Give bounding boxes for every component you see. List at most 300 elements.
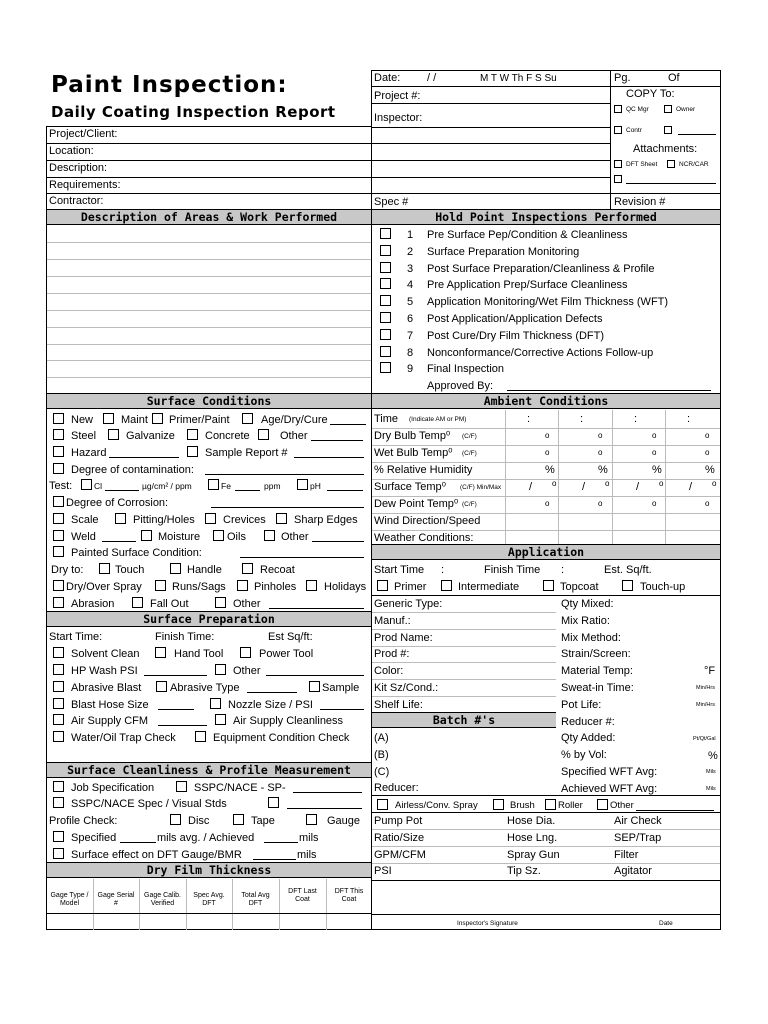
equipment-label: Tip Sz. — [507, 865, 541, 878]
hp-wash-label: HP Wash PSI — [71, 665, 138, 677]
date-label: Date: — [374, 72, 401, 84]
project-number-label: Project #: — [374, 90, 421, 102]
spec-label: Spec # — [374, 196, 409, 208]
app-field-label: Mix Ratio: — [561, 614, 610, 627]
dft-column-header: Gage Type / Model — [50, 892, 89, 907]
brush-checkbox[interactable] — [493, 799, 504, 810]
app-field-label: Reducer #: — [561, 715, 615, 728]
batch-a-label: (A) — [374, 732, 389, 744]
gauge-checkbox[interactable] — [306, 814, 317, 825]
weld-label: Weld — [71, 531, 96, 543]
equipment-label: Filter — [614, 848, 639, 861]
sweat-unit: Min/Hrs — [696, 685, 715, 691]
pinholes-label: Pinholes — [254, 581, 297, 593]
dft-header: Dry Film Thickness — [47, 862, 371, 878]
equipment-label: Agitator — [614, 865, 652, 878]
primer-paint-checkbox[interactable] — [152, 413, 163, 424]
abrasive-blast-checkbox[interactable] — [53, 681, 64, 692]
ambient-cell-mark: / — [636, 481, 640, 493]
holidays-label: Holidays — [324, 581, 367, 593]
air-cfm-label: Air Supply CFM — [71, 715, 149, 727]
touchup-checkbox[interactable] — [622, 580, 633, 591]
ambient-cell-mark: o — [545, 431, 550, 440]
ambient-wet-bulb-label: Wet Bulb Temp⁰ — [374, 447, 453, 459]
fall-out-checkbox[interactable] — [132, 597, 143, 608]
achieved-wft-unit: Mils — [706, 786, 716, 792]
crevices-label: Crevices — [223, 514, 266, 526]
fall-out-label: Fall Out — [150, 598, 189, 610]
ambient-wind-label: Wind Direction/Speed — [374, 515, 481, 527]
chloride-checkbox[interactable] — [81, 479, 92, 490]
steel-checkbox[interactable] — [53, 429, 64, 440]
ambient-cell-mark: o — [598, 431, 603, 440]
mils-avg-label: mils avg. / Achieved — [157, 832, 255, 844]
airless-checkbox[interactable] — [377, 799, 388, 810]
batch-header: Batch #'s — [372, 712, 556, 728]
copy-other-checkbox[interactable] — [664, 126, 672, 134]
disc-label: Disc — [188, 815, 210, 827]
hold-point-7-checkbox[interactable] — [380, 329, 391, 340]
ph-label: pH — [310, 481, 321, 491]
disc-checkbox[interactable] — [170, 814, 181, 825]
of-label: Of — [668, 72, 680, 84]
sspc-visual-label: SSPC/NACE Spec / Visual Stds — [71, 798, 227, 810]
maint-label: Maint — [121, 414, 148, 426]
hold-point-5-checkbox[interactable] — [380, 295, 391, 306]
intermediate-checkbox[interactable] — [441, 580, 452, 591]
other-surface-checkbox[interactable] — [258, 429, 269, 440]
other-application-defect-label: Other — [233, 598, 261, 610]
mils-label-1: mils — [299, 832, 319, 844]
other-surface-label: Other — [280, 430, 308, 442]
app-field-label: Kit Sz/Cond.: — [374, 682, 439, 694]
new-checkbox[interactable] — [53, 413, 64, 424]
app-field-label: Strain/Screen: — [561, 648, 631, 661]
hold-point-label: Nonconformance/Corrective Actions Follow-up — [427, 346, 654, 359]
dft-column-header: Gage Calib. Verified — [144, 892, 181, 907]
app-field-label: Prod Name: — [374, 631, 433, 644]
handle-label: Handle — [187, 564, 222, 576]
hand-tool-checkbox[interactable] — [155, 647, 166, 658]
equipment-check-checkbox[interactable] — [195, 731, 206, 742]
ambient-note: (C/F) — [462, 433, 477, 440]
spray-other-checkbox[interactable] — [597, 799, 608, 810]
attachments-label: Attachments: — [633, 143, 698, 155]
weld-checkbox[interactable] — [53, 530, 64, 541]
qc-mgr-label: QC Mgr — [626, 106, 649, 113]
hold-point-6-checkbox[interactable] — [380, 312, 391, 323]
dft-column-header: DFT This Coat — [334, 888, 364, 903]
air-cleanliness-checkbox[interactable] — [215, 714, 226, 725]
app-field-label: Qty Added: — [561, 732, 616, 745]
contractor-label: Contractor: — [49, 195, 104, 207]
touch-label: Touch — [115, 564, 145, 576]
other-application-defect-checkbox[interactable] — [215, 597, 226, 608]
oils-label: Oils — [227, 531, 246, 543]
app-field-label: Material Temp: — [561, 665, 633, 678]
blast-hose-label: Blast Hose Size — [71, 699, 149, 711]
hold-point-number: 9 — [407, 363, 414, 376]
nozzle-size-checkbox[interactable] — [210, 698, 221, 709]
sspc-label: SSPC/NACE - SP- — [194, 782, 286, 794]
concrete-label: Concrete — [205, 430, 250, 442]
app-field-label: Qty Mixed: — [561, 598, 614, 610]
ambient-time-label: Time — [374, 413, 399, 425]
hold-point-4-checkbox[interactable] — [380, 278, 391, 289]
batch-c-label: (C) — [374, 766, 390, 778]
prep-other-label: Other — [233, 665, 261, 677]
power-tool-checkbox[interactable] — [240, 647, 251, 658]
dft-column-header: Gage Serial # — [97, 892, 135, 907]
prep-finish-time-label: Finish Time: — [155, 631, 215, 643]
hold-point-number: 8 — [407, 346, 414, 359]
sharp-edges-checkbox[interactable] — [276, 513, 287, 524]
recoat-checkbox[interactable] — [242, 563, 253, 574]
touchup-label: Touch-up — [640, 581, 686, 593]
sample-label: Sample — [322, 682, 360, 694]
water-oil-label: Water/Oil Trap Check — [71, 732, 176, 744]
ambient-cell-mark: o — [652, 448, 657, 457]
dft-sheet-label: DFT Sheet — [626, 161, 658, 168]
age-dry-cure-label: Age/Dry/Cure — [261, 414, 328, 426]
job-spec-checkbox[interactable] — [53, 781, 64, 792]
solvent-clean-label: Solvent Clean — [71, 648, 140, 660]
dry-overspray-checkbox[interactable] — [53, 580, 64, 591]
test-label: Test: — [49, 480, 73, 492]
ambient-surface-temp-label: Surface Temp⁰ — [374, 481, 447, 493]
ambient-cell-mark: % — [545, 464, 555, 476]
requirements-label: Requirements: — [49, 179, 121, 191]
ambient-note: (C/F) — [462, 450, 477, 457]
ppm-unit: ppm — [264, 481, 281, 491]
hold-point-label: Pre Application Prep/Surface Cleanliness — [427, 279, 628, 292]
equipment-label: Spray Gun — [507, 848, 560, 861]
equipment-label: Hose Dia. — [507, 815, 556, 827]
frame-right — [720, 70, 721, 930]
app-finish-colon: : — [561, 564, 565, 576]
ph-checkbox[interactable] — [297, 479, 308, 490]
app-field-label: % by Vol: — [561, 749, 607, 762]
ambient-cell-mark: : — [687, 413, 691, 425]
dft-column-header: Total Avg DFT — [241, 892, 270, 907]
primer-label: Primer — [394, 581, 427, 593]
ambient-cell-mark: o — [659, 479, 664, 488]
vol-unit: % — [708, 750, 718, 762]
ambient-cell-mark: / — [689, 481, 693, 493]
equipment-label: Pump Pot — [374, 815, 423, 827]
ambient-cell-mark: : — [580, 413, 584, 425]
equipment-check-label: Equipment Condition Check — [213, 732, 350, 744]
ambient-cell-mark: / — [529, 481, 533, 493]
ambient-cell-mark: o — [652, 431, 657, 440]
owner-checkbox[interactable] — [664, 105, 672, 113]
ambient-cell-mark: / — [582, 481, 586, 493]
hazard-checkbox[interactable] — [53, 446, 64, 457]
sspc-visual-checkbox[interactable] — [53, 797, 64, 808]
app-field-label: Shelf Life: — [374, 698, 423, 711]
air-cleanliness-label: Air Supply Cleanliness — [233, 715, 344, 727]
app-field-label: Manuf.: — [374, 614, 411, 627]
signature-date-label: Date — [659, 920, 673, 927]
hold-point-number: 7 — [407, 329, 414, 342]
surface-effect-label: Surface effect on DFT Gauge/BMR — [71, 849, 242, 861]
galvanize-label: Galvanize — [126, 430, 175, 442]
equipment-label: Hose Lng. — [507, 831, 558, 844]
hold-point-label: Post Application/Application Defects — [427, 313, 603, 325]
chloride-label: Cl — [94, 481, 103, 491]
pot-life-unit: Min/Hrs — [696, 702, 715, 708]
water-oil-checkbox[interactable] — [53, 731, 64, 742]
roller-label: Roller — [558, 800, 583, 811]
oils-checkbox[interactable] — [213, 530, 224, 541]
hold-point-number: 2 — [407, 245, 414, 258]
sample-checkbox[interactable] — [309, 681, 320, 692]
runs-sags-label: Runs/Sags — [172, 581, 226, 593]
frame-left — [46, 126, 47, 930]
abrasion-checkbox[interactable] — [53, 597, 64, 608]
holidays-checkbox[interactable] — [306, 580, 317, 591]
qc-mgr-checkbox[interactable] — [614, 105, 622, 113]
hold-point-label: Final Inspection — [427, 363, 505, 376]
solvent-clean-checkbox[interactable] — [53, 647, 64, 658]
hold-point-9-checkbox[interactable] — [380, 362, 391, 373]
dft-sheet-checkbox[interactable] — [614, 160, 622, 168]
abrasion-label: Abrasion — [71, 598, 115, 610]
concrete-checkbox[interactable] — [187, 429, 198, 440]
app-start-colon: : — [441, 564, 445, 576]
airless-label: Airless/Conv. Spray — [395, 800, 478, 811]
frame-bottom — [46, 929, 721, 930]
ambient-cell-mark: % — [598, 464, 608, 476]
dry-to-label: Dry to: — [51, 564, 84, 576]
app-field-label: Color: — [374, 665, 404, 678]
contr-label: Contr — [626, 127, 642, 134]
ambient-cell-mark: o — [598, 448, 603, 457]
ambient-cell-mark: o — [712, 479, 717, 488]
specified-checkbox[interactable] — [53, 831, 64, 842]
prep-other-checkbox[interactable] — [215, 664, 226, 675]
description-label: Description: — [49, 162, 108, 174]
ambient-note: (C/F) Min/Max — [460, 484, 502, 491]
age-dry-cure-checkbox[interactable] — [242, 413, 253, 424]
painted-surface-checkbox[interactable] — [53, 546, 64, 557]
ncr-car-checkbox[interactable] — [667, 160, 675, 168]
project-client-label: Project/Client: — [49, 128, 118, 140]
description-areas-header: Description of Areas & Work Performed — [47, 209, 371, 225]
intermediate-label: Intermediate — [458, 581, 520, 593]
hold-point-number: 5 — [407, 296, 414, 309]
ambient-cell-mark: o — [705, 448, 710, 457]
hold-point-3-checkbox[interactable] — [380, 262, 391, 273]
page-subtitle: Daily Coating Inspection Report — [51, 103, 336, 121]
iron-label: Fe — [221, 481, 231, 491]
page-label: Pg. — [614, 72, 631, 84]
frame-top-right — [371, 70, 721, 71]
dry-overspray-label: Dry/Over Spray — [66, 581, 142, 593]
weekdays: M T W Th F S Su — [480, 73, 557, 84]
new-label: New — [71, 414, 94, 426]
other-defect-label: Other — [281, 531, 309, 543]
equipment-label: GPM/CFM — [374, 848, 426, 861]
tape-label: Tape — [251, 815, 275, 827]
ambient-cell-mark: : — [527, 413, 531, 425]
power-tool-label: Power Tool — [259, 648, 314, 660]
brush-label: Brush — [510, 800, 535, 811]
roller-checkbox[interactable] — [545, 799, 556, 810]
surface-effect-checkbox[interactable] — [53, 848, 64, 859]
abrasive-type-checkbox[interactable] — [156, 681, 167, 692]
dft-column-header: Spec Avg. DFT — [193, 892, 225, 907]
sample-report-checkbox[interactable] — [187, 446, 198, 457]
ambient-cell-mark: o — [605, 479, 610, 488]
sspc-checkbox[interactable] — [176, 781, 187, 792]
page-title: Paint Inspection: — [51, 72, 288, 98]
hold-point-label: Post Surface Preparation/Cleanliness & Profile — [427, 262, 655, 275]
contr-checkbox[interactable] — [614, 126, 622, 134]
moisture-label: Moisture — [158, 531, 201, 543]
corrosion-label: Degree of Corrosion: — [66, 497, 169, 509]
ambient-dry-bulb-label: Dry Bulb Temp⁰ — [374, 430, 451, 442]
inspector-signature-label: Inspector's Signature — [457, 920, 518, 927]
recoat-label: Recoat — [260, 564, 295, 576]
equipment-label: Ratio/Size — [374, 831, 425, 844]
app-field-label: Prod #: — [374, 648, 410, 661]
corrosion-checkbox[interactable] — [53, 496, 64, 507]
pinholes-checkbox[interactable] — [237, 580, 248, 591]
scale-checkbox[interactable] — [53, 513, 64, 524]
specified-label: Specified — [71, 832, 117, 844]
air-cfm-checkbox[interactable] — [53, 714, 64, 725]
application-header: Application — [372, 544, 720, 560]
abrasive-blast-label: Abrasive Blast — [71, 682, 142, 694]
other-defect-checkbox[interactable] — [264, 530, 275, 541]
crevices-checkbox[interactable] — [205, 513, 216, 524]
spray-other-label: Other — [610, 800, 634, 811]
primer-paint-label: Primer/Paint — [169, 414, 230, 426]
deg-f-unit: °F — [704, 665, 716, 677]
date-slashes: / / — [427, 72, 437, 84]
hold-point-number: 3 — [407, 262, 414, 275]
app-field-label: Achieved WFT Avg: — [561, 782, 658, 795]
sample-report-label: Sample Report # — [205, 447, 288, 459]
hazard-label: Hazard — [71, 447, 107, 459]
hold-point-label: Application Monitoring/Wet Film Thickness (WFT) — [427, 296, 669, 309]
ambient-cell-mark: o — [705, 431, 710, 440]
ambient-cell-mark: % — [705, 464, 715, 476]
inspector-label: Inspector: — [374, 112, 423, 124]
surface-conditions-header: Surface Conditions — [47, 393, 371, 409]
scale-label: Scale — [71, 514, 99, 526]
dft-column-header: DFT Last Coat — [288, 888, 317, 903]
prep-est-sqft-label: Est Sq/ft: — [268, 631, 313, 643]
ugcm-unit: µg/cm² / ppm — [142, 481, 192, 491]
app-finish-time-label: Finish Time — [484, 564, 541, 576]
equipment-label: Air Check — [614, 815, 662, 827]
attachment-other-checkbox[interactable] — [614, 175, 622, 183]
gauge-label: Gauge — [327, 815, 361, 827]
cleanliness-header: Surface Cleanliness & Profile Measurement — [47, 762, 371, 778]
hand-tool-label: Hand Tool — [174, 648, 224, 660]
contamination-checkbox[interactable] — [53, 463, 64, 474]
painted-surface-label: Painted Surface Condition: — [71, 547, 202, 559]
ambient-cell-mark: o — [552, 479, 557, 488]
topcoat-checkbox[interactable] — [543, 580, 554, 591]
app-field-label: Generic Type: — [374, 598, 443, 610]
hold-point-8-checkbox[interactable] — [380, 346, 391, 357]
hold-point-label: Post Cure/Dry Film Thickness (DFT) — [427, 329, 605, 342]
hold-point-number: 1 — [407, 229, 414, 241]
profile-check-label: Profile Check: — [49, 815, 118, 827]
maint-checkbox[interactable] — [103, 413, 114, 424]
app-field-label: Specified WFT Avg: — [561, 766, 658, 778]
pitting-label: Pitting/Holes — [133, 514, 195, 526]
hold-point-number: 6 — [407, 313, 414, 325]
moisture-checkbox[interactable] — [141, 530, 152, 541]
app-field-label: Mix Method: — [561, 631, 621, 644]
prep-start-time-label: Start Time: — [49, 631, 103, 643]
contamination-label: Degree of contamination: — [71, 464, 194, 476]
surface-prep-header: Surface Preparation — [47, 611, 371, 627]
ambient-note: (Indicate AM or PM) — [409, 416, 467, 423]
handle-checkbox[interactable] — [170, 563, 181, 574]
app-est-sqft-label: Est. Sq/ft. — [604, 564, 652, 576]
topcoat-label: Topcoat — [560, 581, 599, 593]
revision-label: Revision # — [614, 196, 666, 208]
frame-middle — [371, 70, 372, 930]
ambient-cell-mark: o — [545, 448, 550, 457]
iron-checkbox[interactable] — [208, 479, 219, 490]
runs-sags-checkbox[interactable] — [155, 580, 166, 591]
primer-checkbox[interactable] — [377, 580, 388, 591]
sspc-visual-other-checkbox[interactable] — [268, 797, 279, 808]
ambient-weather-label: Weather Conditions: — [374, 532, 474, 544]
ambient-dew-point-label: Dew Point Temp⁰ — [374, 498, 459, 510]
ambient-cell-mark: : — [634, 413, 638, 425]
equipment-label: SEP/Trap — [614, 831, 662, 844]
blast-hose-checkbox[interactable] — [53, 698, 64, 709]
copy-to-label: COPY To: — [626, 88, 675, 100]
qty-unit: Pt/Qt/Gal — [693, 736, 716, 742]
hold-point-2-checkbox[interactable] — [380, 245, 391, 256]
ambient-cell-mark: o — [598, 499, 603, 508]
ambient-conditions-header: Ambient Conditions — [372, 393, 720, 409]
location-label: Location: — [49, 145, 94, 157]
hold-point-label: Surface Preparation Monitoring — [427, 245, 580, 258]
steel-label: Steel — [71, 430, 97, 442]
mils-label-2: mils — [297, 849, 317, 861]
approved-by-label: Approved By: — [427, 380, 494, 392]
hold-point-label: Pre Surface Pep/Condition & Cleanliness — [427, 229, 628, 241]
touch-checkbox[interactable] — [99, 563, 110, 574]
galvanize-checkbox[interactable] — [108, 429, 119, 440]
hold-point-1-checkbox[interactable] — [380, 228, 391, 239]
ambient-rh-label: % Relative Humidity — [374, 464, 473, 476]
ambient-cell-mark: o — [545, 499, 550, 508]
owner-label: Owner — [676, 106, 696, 113]
batch-b-label: (B) — [374, 749, 389, 761]
app-start-time-label: Start Time — [374, 564, 425, 576]
job-spec-label: Job Specification — [71, 782, 155, 794]
ambient-cell-mark: o — [705, 499, 710, 508]
hold-points-header: Hold Point Inspections Performed — [372, 209, 720, 225]
tape-checkbox[interactable] — [233, 814, 244, 825]
ncr-car-label: NCR/CAR — [679, 161, 709, 168]
hp-wash-checkbox[interactable] — [53, 664, 64, 675]
app-field-label: Sweat-in Time: — [561, 682, 634, 694]
hold-point-number: 4 — [407, 279, 414, 292]
pitting-checkbox[interactable] — [115, 513, 126, 524]
equipment-label: PSI — [374, 865, 392, 878]
